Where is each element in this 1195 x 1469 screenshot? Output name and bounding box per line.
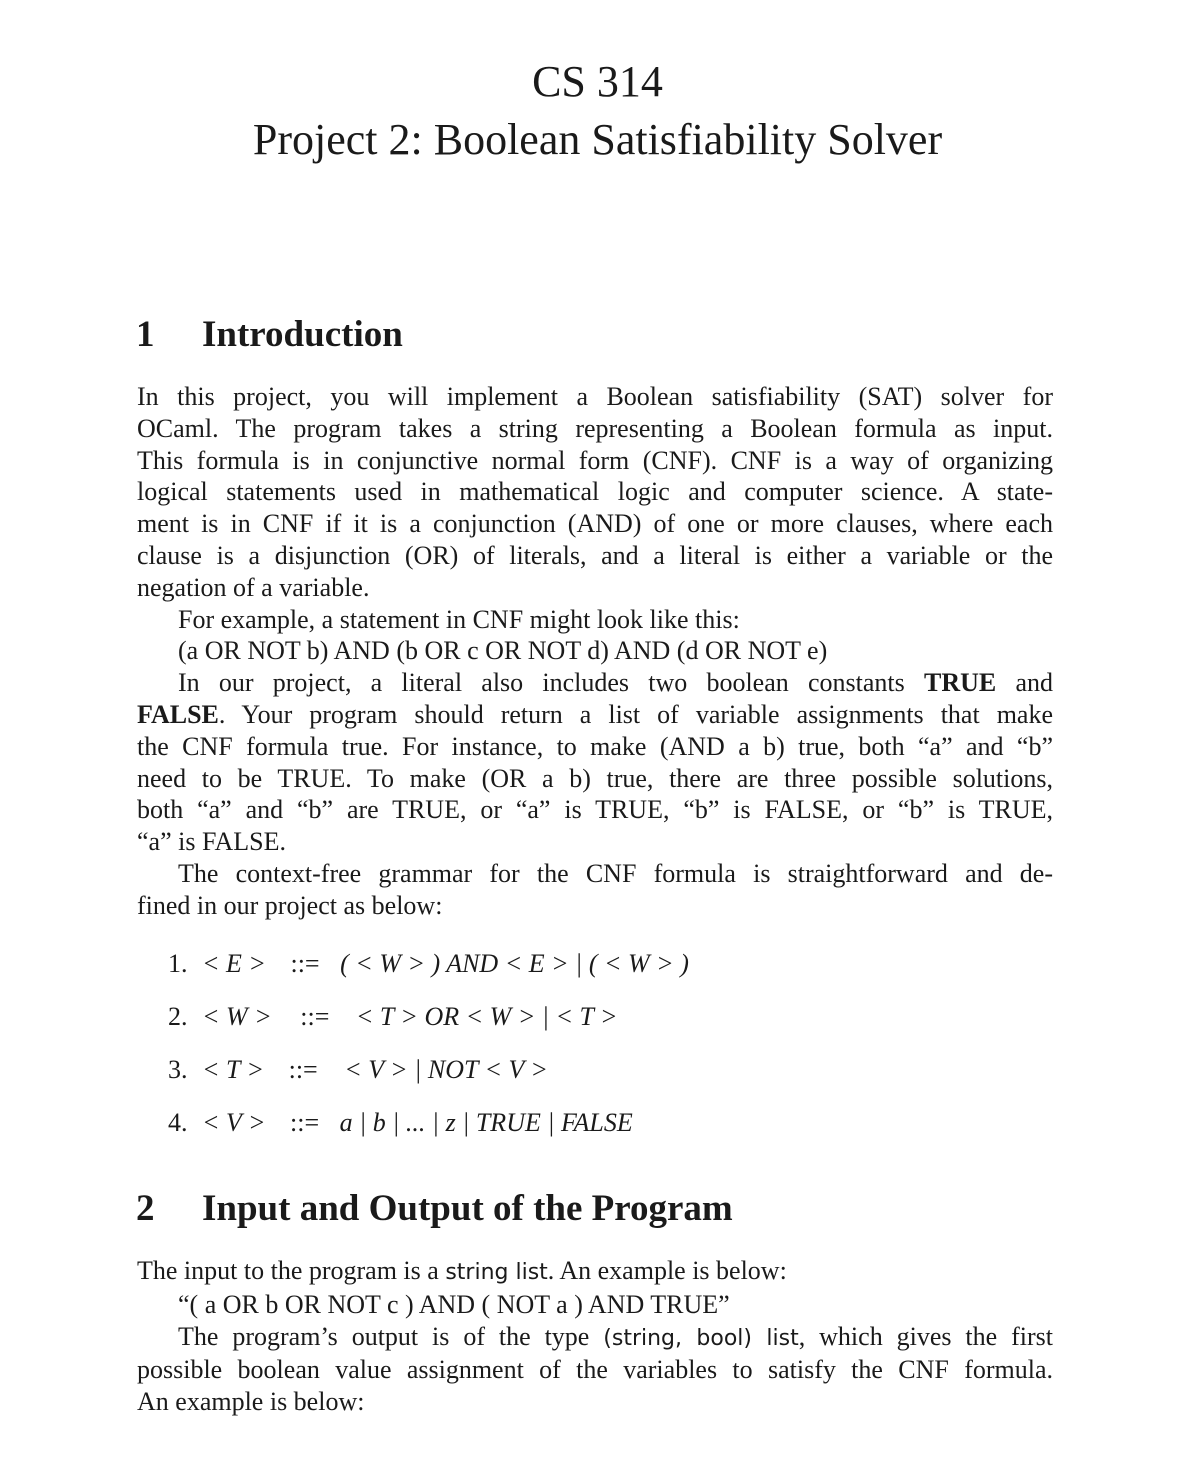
example-intro: For example, a statement in CNF might look like this:	[178, 604, 740, 634]
grammar-rule	[168, 1110, 633, 1136]
code-type: string list	[445, 1260, 548, 1285]
grammar-rule	[168, 1004, 618, 1030]
text-run: In our project, a literal also includes two boolean constants	[178, 668, 905, 698]
text-line	[137, 667, 1053, 699]
input-example: “( a OR b OR NOT c ) AND ( NOT a ) AND TRUE”	[178, 1289, 730, 1319]
rule-rhs: < T > OR < W > | < T >	[355, 1002, 618, 1031]
rule-op: ::=	[290, 949, 320, 978]
course-code: CS 314	[532, 57, 663, 106]
text-line: negation of a variable.	[137, 572, 370, 602]
bold-false: FALSE	[137, 699, 219, 729]
bold-true: TRUE	[924, 668, 997, 698]
text-line: ment is in CNF if it is a conjunction (AND) of one or more clauses, where each	[137, 509, 1053, 539]
section-heading-input-output	[136, 1190, 733, 1227]
text-line: fined in our project as below:	[137, 890, 443, 920]
rule-rhs: a | b | ... | z | TRUE | FALSE	[339, 1108, 633, 1137]
rule-lhs: < V >	[202, 1108, 266, 1137]
rule-op: ::=	[300, 1002, 330, 1031]
text-line: The context-free grammar for the CNF formula is straightforward and de-	[178, 858, 1053, 888]
text-run: and	[1015, 668, 1054, 698]
text-run: The program’s output is of the type	[178, 1321, 590, 1351]
rule-lhs: < E >	[202, 949, 266, 978]
text-line	[137, 1255, 1053, 1289]
intro-paragraph	[137, 381, 1053, 922]
rule-number: 2.	[168, 1002, 188, 1031]
section-title: Input and Output of the Program	[202, 1188, 733, 1229]
input-output-paragraph	[137, 1255, 1053, 1418]
rule-number: 3.	[168, 1055, 188, 1084]
text-run: , which gives the first	[798, 1321, 1053, 1351]
rule-op: ::=	[290, 1108, 320, 1137]
grammar-rule	[168, 1057, 548, 1083]
section-title: Introduction	[202, 314, 403, 355]
rule-number: 4.	[168, 1108, 188, 1137]
text-line: the CNF formula true. For instance, to make (AND a b) true, both “a” and “b”	[137, 731, 1053, 761]
text-line	[137, 699, 1053, 731]
text-run: . Your program should return a list of variable assignments that make	[218, 699, 1053, 729]
example-formula: (a OR NOT b) AND (b OR c OR NOT d) AND (d OR NOT e)	[178, 636, 828, 666]
rule-lhs: < W >	[202, 1002, 272, 1031]
section-heading-introduction	[136, 316, 403, 353]
rule-op: ::=	[288, 1055, 318, 1084]
text-line: In this project, you will implement a Boolean satisfiability (SAT) solver for	[137, 382, 1053, 411]
section-number: 1	[136, 314, 155, 355]
code-type: (string, bool) list	[603, 1325, 799, 1351]
rule-lhs: < T >	[202, 1055, 265, 1084]
text-line: clause is a disjunction (OR) of literals, and a literal is either a variable or the	[137, 540, 1053, 570]
text-line: OCaml. The program takes a string representing a Boolean formula as input.	[137, 413, 1053, 443]
text-run: . An example is below:	[547, 1256, 787, 1285]
project-title: Project 2: Boolean Satisfiability Solver	[252, 115, 943, 164]
text-line: logical statements used in mathematical logic and computer science. A state-	[137, 477, 1053, 507]
grammar-rule	[168, 951, 689, 977]
text-line: This formula is in conjunctive normal form (CNF). CNF is a way of organizing	[137, 445, 1053, 475]
text-line	[137, 1321, 1053, 1355]
text-run: The input to the program is a	[137, 1256, 439, 1285]
rule-rhs: ( < W > ) AND < E > | ( < W > )	[340, 949, 689, 978]
rule-number: 1.	[168, 949, 188, 978]
section-number: 2	[136, 1188, 155, 1229]
text-line: “a” is FALSE.	[137, 827, 286, 857]
text-line: possible boolean value assignment of the variables to satisfy the CNF formula.	[137, 1355, 1053, 1385]
rule-rhs: < V > | NOT < V >	[344, 1055, 548, 1084]
text-line: An example is below:	[137, 1387, 365, 1417]
text-line: both “a” and “b” are TRUE, or “a” is TRUE, “b” is FALSE, or “b” is TRUE,	[137, 795, 1053, 825]
text-line: need to be TRUE. To make (OR a b) true, there are three possible solutions,	[137, 763, 1053, 793]
